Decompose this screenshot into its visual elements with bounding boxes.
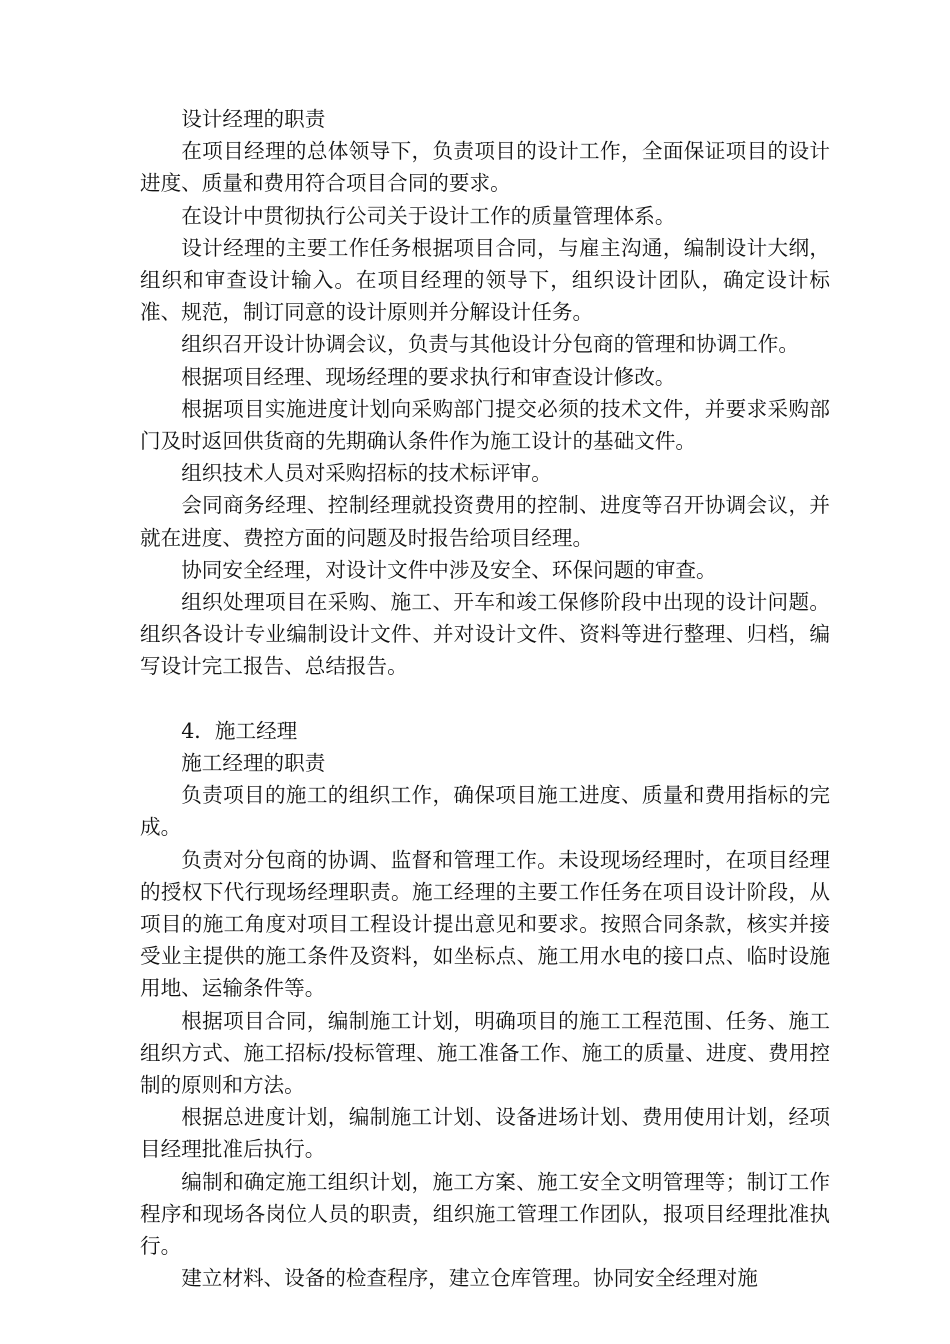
paragraph: 根据项目合同，编制施工计划，明确项目的施工工程范围、任务、施工组织方式、施工招标/投标管理、施工准备工作、施工的质量、进度、费用控制的原则和方法。: [140, 1008, 830, 1098]
paragraph: 负责对分包商的协调、监督和管理工作。未设现场经理时，在项目经理的授权下代行现场经理职责。施工经理的主要工作任务在项目设计阶段，从项目的施工角度对项目工程设计提出意见和要求。按照合同条款，核实并接受业主提供的施工条件及资料，如坐标点、施工用水电的接口点、临时设施用地、运输条件等。: [140, 847, 830, 1001]
paragraph: 会同商务经理、控制经理就投资费用的控制、进度等召开协调会议，并就在进度、费控方面的问题及时报告给项目经理。: [140, 493, 830, 550]
paragraph: 编制和确定施工组织计划，施工方案、施工安全文明管理等；制订工作程序和现场各岗位人员的职责，组织施工管理工作团队，报项目经理批准执行。: [140, 1169, 830, 1259]
section-heading-construction-manager: 4．施工经理: [181, 718, 298, 743]
document-page: [140, 103, 830, 1295]
paragraph: 组织召开设计协调会议，负责与其他设计分包商的管理和协调工作。: [181, 332, 799, 357]
paragraph: 在设计中贯彻执行公司关于设计工作的质量管理体系。: [181, 203, 676, 228]
section-spacer: [140, 683, 830, 715]
paragraph: 根据项目实施进度计划向采购部门提交必须的技术文件，并要求采购部门及时返回供货商的先期确认条件作为施工设计的基础文件。: [140, 396, 830, 454]
paragraph: 根据总进度计划，编制施工计划、设备进场计划、费用使用计划，经项目经理批准后执行。: [140, 1105, 830, 1162]
section-title-design-manager: 设计经理的职责: [181, 107, 326, 131]
paragraph: 组织处理项目在采购、施工、开车和竣工保修阶段中出现的设计问题。组织各设计专业编制设计文件、并对设计文件、资料等进行整理、归档，编写设计完工报告、总结报告。: [140, 590, 830, 679]
paragraph: 负责项目的施工的组织工作，确保项目施工进度、质量和费用指标的完成。: [140, 783, 830, 840]
section-title-construction-manager: 施工经理的职责: [181, 751, 326, 776]
paragraph: 在项目经理的总体领导下，负责项目的设计工作，全面保证项目的设计进度、质量和费用符合项目合同的要求。: [140, 139, 830, 196]
paragraph: 根据项目经理、现场经理的要求执行和审查设计修改。: [181, 364, 676, 389]
paragraph: 组织技术人员对采购招标的技术标评审。: [181, 461, 552, 486]
paragraph: 建立材料、设备的检查程序，建立仓库管理。协同安全经理对施: [181, 1266, 758, 1291]
paragraph: 设计经理的主要工作任务根据项目合同，与雇主沟通，编制设计大纲，组织和审查设计输入。在项目经理的领导下，组织设计团队，确定设计标准、规范，制订同意的设计原则并分解设计任务。: [140, 235, 830, 325]
paragraph: 协同安全经理，对设计文件中涉及安全、环保问题的审查。: [181, 557, 717, 582]
